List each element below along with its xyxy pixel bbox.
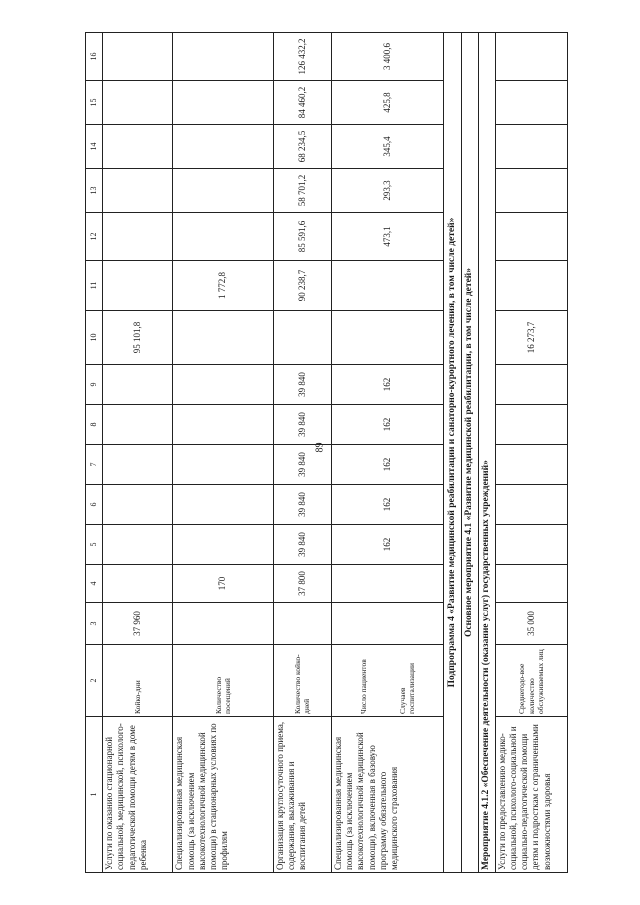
cell: 162 (331, 525, 443, 565)
row-unit (331, 645, 443, 717)
col-header: 6 (86, 485, 103, 525)
cell (495, 213, 567, 261)
subprogram-heading: Подпрограмма 4 «Развитие медицинской реабилитации и санаторно-курортного лечения, в том числе детей» (444, 33, 461, 873)
table-row (331, 33, 443, 873)
row-unit: Среднегодо-вое количество обслуживаемых лиц (495, 645, 567, 717)
cell (103, 565, 173, 603)
cell: 425,8 (331, 81, 443, 125)
cell: 95 101,8 (103, 311, 173, 365)
row-name: Специализированная медицинская помощь (за исключением высокотехнологичной медицинской помощи) в стационарных условиях по профилям (173, 717, 273, 873)
cell: 1 772,8 (173, 261, 273, 311)
row-name: Организация круглосуточного приема, содержания, выхаживания и воспитания детей (273, 717, 331, 873)
cell: 162 (331, 485, 443, 525)
cell: 68 234,5 (273, 125, 331, 169)
cell (331, 565, 443, 603)
cell (173, 525, 273, 565)
page-number: 89 (314, 442, 326, 453)
cell: 90 238,7 (273, 261, 331, 311)
cell: 37 960 (103, 603, 173, 645)
section-row (478, 33, 495, 873)
col-header: 4 (86, 565, 103, 603)
col-header: 7 (86, 445, 103, 485)
cell (495, 33, 567, 81)
row-unit-primary: Число пациентов (358, 659, 368, 714)
table-row (103, 33, 173, 873)
col-header: 14 (86, 125, 103, 169)
cell (173, 603, 273, 645)
cell (495, 365, 567, 405)
measure-heading: Основное мероприятие 4.1 «Развитие медицинской реабилитации, в том числе детей» (461, 33, 478, 873)
row-name: Услуги по оказанию стационарной социальной, медицинской, психолого-педагогической помощи детям в доме ребенка (103, 717, 173, 873)
cell (173, 365, 273, 405)
cell (103, 365, 173, 405)
row-unit: Количество койко-дней (273, 645, 331, 717)
row-unit: Количество посещений (173, 645, 273, 717)
cell (103, 125, 173, 169)
cell: 473,1 (331, 213, 443, 261)
cell (273, 603, 331, 645)
cell: 3 400,6 (331, 33, 443, 81)
cell (495, 565, 567, 603)
cell: 345,4 (331, 125, 443, 169)
cell (173, 169, 273, 213)
cell (103, 81, 173, 125)
section-row (444, 33, 461, 873)
cell: 162 (331, 445, 443, 485)
cell: 126 432,2 (273, 33, 331, 81)
cell (173, 125, 273, 169)
cell (173, 213, 273, 261)
row-name: Услуги по предоставлению медико-социальной, психолого-социальной и социально-педагогической помощи детям и подросткам с ограниченными возможностями здоровья (495, 717, 567, 873)
header-row (86, 33, 103, 873)
budget-table (85, 32, 568, 873)
cell (173, 485, 273, 525)
cell (173, 405, 273, 445)
cell: 16 273,7 (495, 311, 567, 365)
row-unit: Койко-дни (103, 645, 173, 717)
cell (495, 125, 567, 169)
col-header: 12 (86, 213, 103, 261)
col-header: 16 (86, 33, 103, 81)
cell: 162 (331, 365, 443, 405)
cell (173, 445, 273, 485)
cell (173, 81, 273, 125)
cell (495, 261, 567, 311)
cell: 162 (331, 405, 443, 445)
col-header: 9 (86, 365, 103, 405)
cell: 35 000 (495, 603, 567, 645)
table-row (273, 33, 331, 873)
col-header: 11 (86, 261, 103, 311)
col-header: 15 (86, 81, 103, 125)
cell (495, 485, 567, 525)
col-header: 8 (86, 405, 103, 445)
cell (331, 261, 443, 311)
cell (331, 603, 443, 645)
cell (495, 445, 567, 485)
row-name: Специализированная медицинская помощь (за исключением высокотехнологичной медицинской помощи), включенная в базовую программу обязательного медицинского страхования (331, 717, 443, 873)
col-header: 5 (86, 525, 103, 565)
cell (103, 485, 173, 525)
cell: 39 840 (273, 405, 331, 445)
cell (103, 525, 173, 565)
cell: 58 701,2 (273, 169, 331, 213)
cell: 170 (173, 565, 273, 603)
cell (331, 311, 443, 365)
cell: 84 460,2 (273, 81, 331, 125)
table-row (173, 33, 273, 873)
rotated-table-sheet (85, 33, 568, 873)
table-row (495, 33, 567, 873)
col-header: 3 (86, 603, 103, 645)
cell (273, 311, 331, 365)
row-unit-secondary: Случаев госпитализации (398, 662, 417, 714)
cell: 293,3 (331, 169, 443, 213)
cell (103, 445, 173, 485)
col-header: 1 (86, 717, 103, 873)
cell (173, 33, 273, 81)
cell: 85 591,6 (273, 213, 331, 261)
cell (495, 169, 567, 213)
submeasure-heading: Мероприятие 4.1.2 «Обеспечение деятельности (оказание услуг) государственных учреждений» (478, 33, 495, 873)
col-header: 10 (86, 311, 103, 365)
cell: 37 800 (273, 565, 331, 603)
cell: 39 840 (273, 485, 331, 525)
section-row (461, 33, 478, 873)
col-header: 13 (86, 169, 103, 213)
cell (103, 213, 173, 261)
cell (103, 405, 173, 445)
cell (103, 169, 173, 213)
cell (103, 261, 173, 311)
cell (173, 311, 273, 365)
cell (495, 525, 567, 565)
cell: 39 840 (273, 445, 331, 485)
cell: 39 840 (273, 365, 331, 405)
cell (495, 405, 567, 445)
cell (103, 33, 173, 81)
cell: 39 840 (273, 525, 331, 565)
cell (495, 81, 567, 125)
col-header: 2 (86, 645, 103, 717)
